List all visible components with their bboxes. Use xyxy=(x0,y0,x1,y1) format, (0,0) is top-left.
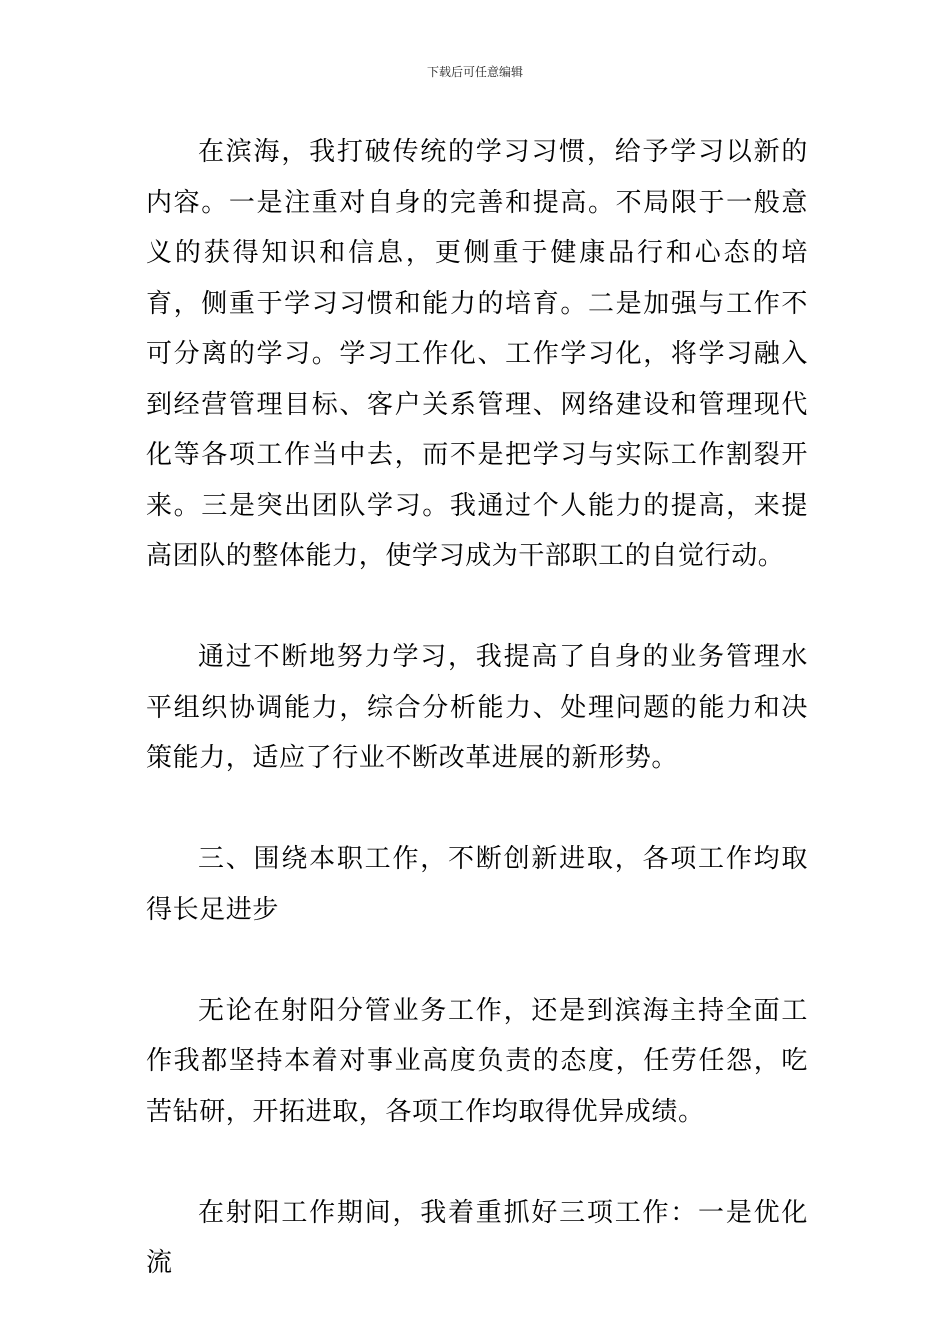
paragraph-gap xyxy=(146,935,808,986)
paragraph-sheyang-work: 在射阳工作期间，我着重抓好三项工作：一是优化流 xyxy=(146,1197,808,1278)
paragraph-gap xyxy=(146,582,808,633)
page-header: 下载后可任意编辑 xyxy=(426,65,523,79)
paragraph-improvement: 通过不断地努力学习，我提高了自身的业务管理水平组织协调能力，综合分析能力、处理问题的能力和决策能力，适应了行业不断改革进展的新形势。 xyxy=(146,642,808,773)
paragraph-gap xyxy=(146,1137,808,1188)
paragraph-achievements: 无论在射阳分管业务工作，还是到滨海主持全面工作我都坚持本着对事业高度负责的态度，任劳任怨，吃苦钻研，开拓进取，各项工作均取得优异成绩。 xyxy=(146,995,808,1127)
section-heading-three: 三、围绕本职工作，不断创新进取，各项工作均取得长足进步 xyxy=(146,844,808,925)
paragraph-gap xyxy=(146,784,808,835)
paragraph-study-in-binhai: 在滨海，我打破传统的学习习惯，给予学习以新的内容。一是注重对自身的完善和提高。不局限于一般意义的获得知识和信息，更侧重于健康品行和心态的培育，侧重于学习习惯和能力的培育。二是加强与工作不可分离的学习。学习工作化、工作学习化，将学习融入到经营管理目标、客户关系管理、网络建设和管理现代化等各项工作当中去，而不是把学习与实际工作割裂开来。三是突出团队学习。我通过个人能力的提高，来提高团队的整体能力，使学习成为干部职工的自觉行动。 xyxy=(146,137,808,571)
document-body xyxy=(146,127,808,1289)
